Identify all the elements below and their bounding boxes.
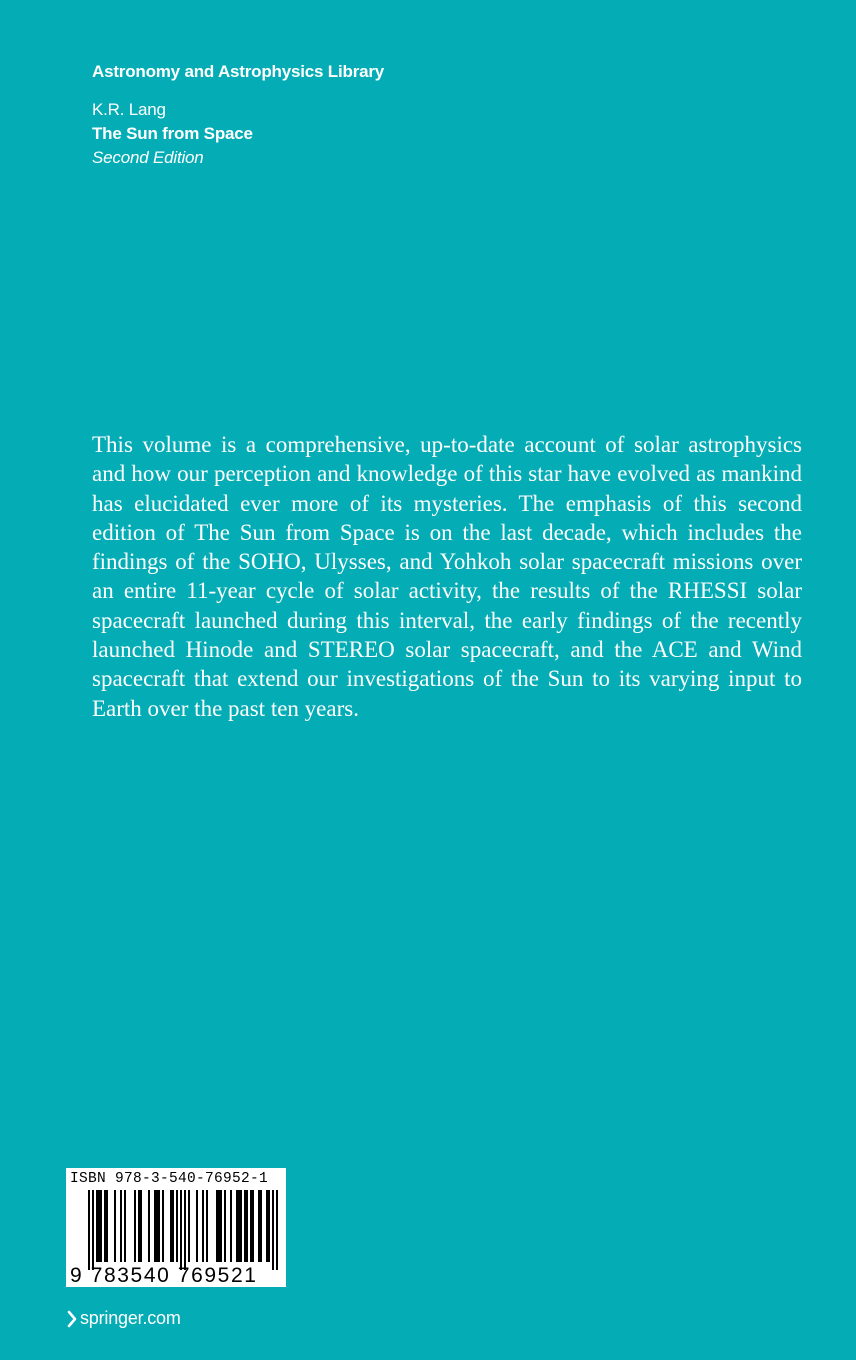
barcode-bar (244, 1190, 248, 1262)
barcode-bar (148, 1190, 150, 1262)
barcode-bar (124, 1190, 126, 1262)
barcode-bar (202, 1190, 204, 1262)
barcode-panel (66, 1168, 286, 1287)
author-name: K.R. Lang (92, 100, 166, 119)
barcode-bar (272, 1190, 274, 1270)
footer-link[interactable] (66, 1308, 181, 1329)
barcode-bar (224, 1190, 226, 1262)
ean-digits: 9 783540 769521 (70, 1264, 258, 1287)
barcode-bar (276, 1190, 278, 1270)
barcode-bar (154, 1190, 160, 1262)
barcode-bar (120, 1190, 122, 1262)
series-title: Astronomy and Astrophysics Library (92, 62, 385, 81)
edition-label: Second Edition (92, 148, 204, 167)
barcode-bar (250, 1190, 254, 1262)
barcode-bar (176, 1190, 178, 1262)
barcode-bar (96, 1190, 102, 1262)
barcode-bar (266, 1190, 270, 1262)
barcode-bar (188, 1190, 190, 1262)
barcode-bar (134, 1190, 136, 1262)
barcode-bar (88, 1190, 90, 1270)
barcode-bar (184, 1190, 186, 1270)
barcode-bar (236, 1190, 242, 1262)
barcode-bar (162, 1190, 164, 1262)
footer-url: springer.com (80, 1308, 181, 1328)
barcode-bar (206, 1190, 208, 1262)
barcode-bar (138, 1190, 142, 1262)
barcode-bar (114, 1190, 116, 1262)
barcode-bar (92, 1190, 94, 1270)
book-description: This volume is a comprehensive, up-to-date account of solar astrophysics and how our perception and knowledge of this star have evolved as mankind has elucidated ever more of its mysteries. The emphasis of this second edition of The Sun from Space is on the last decade, which includes the findings of the SOHO, Ulysses, and Yohkoh solar spacecraft missions over an entire 11-year cycle of solar activity, the results of the RHESSI solar spacecraft launched during this interval, the early findings of the recently launched Hinode and STEREO solar spacecraft, and the ACE and Wind spacecraft that extend our investigations of the Sun to its varying input to Earth over the past ten years. (92, 432, 802, 721)
book-title: The Sun from Space (92, 124, 253, 143)
barcode-bar (258, 1190, 262, 1262)
chevron-right-icon (66, 1309, 78, 1329)
barcode-bar (196, 1190, 198, 1262)
barcode-bar (170, 1190, 174, 1262)
barcode-bar (230, 1190, 232, 1262)
isbn-number: ISBN 978-3-540-76952-1 (70, 1171, 269, 1187)
barcode-bar (104, 1190, 108, 1262)
barcode-bar (180, 1190, 182, 1270)
barcode-bar (216, 1190, 222, 1262)
